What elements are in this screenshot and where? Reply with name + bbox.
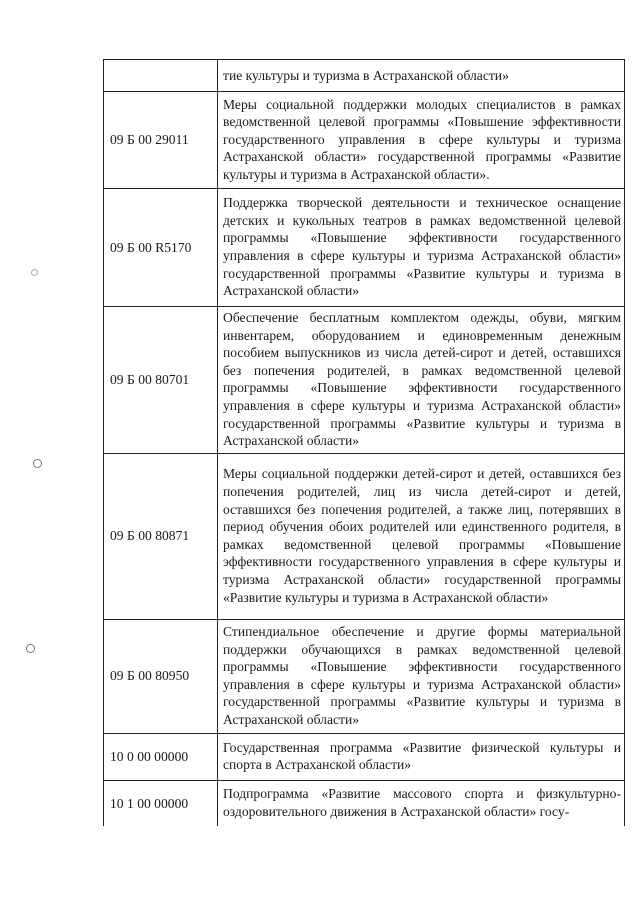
code-cell (104, 60, 218, 92)
table-row (104, 619, 625, 733)
description-cell: Меры социальной поддержки детей-сирот и детей, оставшихся без попечения родителей, лиц из числа детей-сирот и детей, оставшихся без попечения родителей, а также лиц, потерявших в период обучения обоих родителей или единственного родителя, в рамках ведомственной целевой программы «Повышение эффективности государственного управления в сфере культуры и туризма Астраханской области» государственной программы «Развитие культуры и туризма в Астраханской области» (218, 453, 625, 619)
description-cell: Меры социальной поддержки молодых специалистов в рамках ведомственной целевой программы «Повышение эффективности государственного управления в сфере культуры и туризма Астраханской области» государственной программы «Развитие культуры и туризма в Астраханской области». (218, 92, 625, 189)
description-cell: Поддержка творческой деятельности и техническое оснащение детских и кукольных театров в рамках ведомственной целевой программы «Повышение эффективности государственного управления в сфере культуры и туризма Астраханской области» государственной программы «Развитие культуры и туризма в Астраханской области» (218, 189, 625, 307)
table-row (104, 189, 625, 307)
code-cell: 10 1 00 00000 (104, 780, 218, 826)
table-row (104, 60, 625, 92)
table-row (104, 733, 625, 780)
punch-hole-mark (26, 644, 35, 653)
code-cell: 09 Б 00 29011 (104, 92, 218, 189)
punch-hole-mark (31, 269, 38, 276)
table-row (104, 780, 625, 826)
table-row (104, 92, 625, 189)
code-cell: 09 Б 00 80950 (104, 619, 218, 733)
table-row (104, 307, 625, 454)
code-cell: 09 Б 00 80701 (104, 307, 218, 454)
code-cell: 10 0 00 00000 (104, 733, 218, 780)
description-cell: Обеспечение бесплатным комплектом одежды, обуви, мягким инвентарем, оборудованием и единовременным денежным пособием выпускников из числа детей-сирот и детей, оставшихся без попечения родителей, в рамках ведомственной целевой программы «Повышение эффективности государственного управления в сфере культуры и туризма Астраханской области» государственной программы «Развитие культуры и туризма в Астраханской области» (218, 307, 625, 454)
description-cell: Стипендиальное обеспечение и другие формы материальной поддержки обучающихся в рамках ведомственной целевой программы «Повышение эффективности государственного управления в сфере культуры и туризма Астраханской области» государственной программы «Развитие культуры и туризма в Астраханской области» (218, 619, 625, 733)
description-cell: Подпрограмма «Развитие массового спорта и физкультурно-оздоровительного движения в Астраханской области» госу- (218, 780, 625, 826)
description-cell: Государственная программа «Развитие физической культуры и спорта в Астраханской области» (218, 733, 625, 780)
code-cell: 09 Б 00 80871 (104, 453, 218, 619)
table-row (104, 453, 625, 619)
description-cell: тие культуры и туризма в Астраханской области» (218, 60, 625, 92)
budget-classification-table (103, 59, 625, 826)
punch-hole-mark (33, 459, 42, 468)
code-cell: 09 Б 00 R5170 (104, 189, 218, 307)
